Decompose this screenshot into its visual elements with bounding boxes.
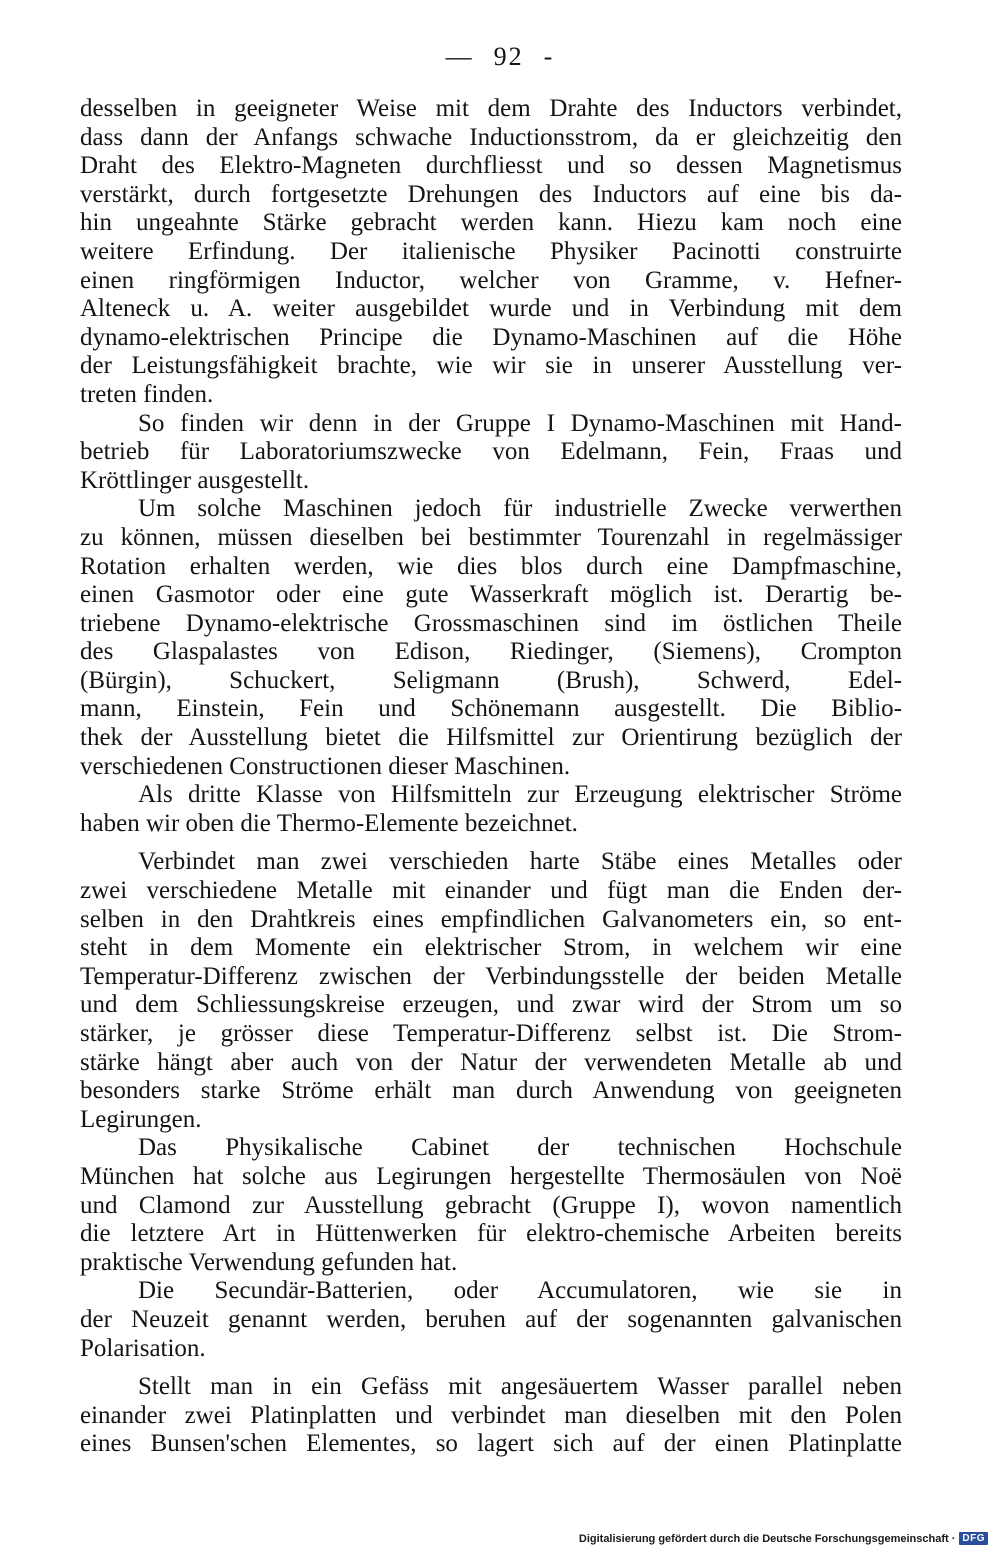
text-line: Um solche Maschinen jedoch für industrielle Zwecke verwerthen: [138, 495, 902, 523]
text-line: Kröttlinger ausgestellt.: [80, 466, 310, 494]
page-number: [0, 42, 1000, 72]
text-line: mann, Einstein, Fein und Schönemann ausgestellt. Die Biblio-: [80, 695, 902, 723]
text-line: dynamo-elektrischen Principe die Dynamo-Maschinen auf die Höhe: [80, 323, 902, 351]
paragraph-gap: [80, 838, 902, 848]
page-number-dash-left: —: [445, 42, 474, 71]
text-line: Verbindet man zwei verschieden harte Stäbe eines Metalles oder: [138, 848, 902, 876]
text-line: Temperatur-Differenz zwischen der Verbindungsstelle der beiden Metalle: [80, 962, 902, 990]
page-number-value: 92: [493, 42, 524, 71]
text-line: verstärkt, durch fortgesetzte Drehungen des Inductors auf eine bis da-: [80, 180, 902, 208]
text-line: So finden wir denn in der Gruppe I Dynamo-Maschinen mit Hand-: [138, 409, 902, 437]
text-line: München hat solche aus Legirungen hergestellte Thermosäulen von Noë: [80, 1162, 902, 1190]
text-line: selben in den Drahtkreis eines empfindlichen Galvanometers ein, so ent-: [80, 905, 902, 933]
text-line: treten finden.: [80, 380, 214, 408]
text-line: praktische Verwendung gefunden hat.: [80, 1248, 458, 1276]
text-line: zwei verschiedene Metalle mit einander und fügt man die Enden der-: [80, 877, 902, 905]
text-line: (Bürgin), Schuckert, Seligmann (Brush), Schwerd, Edel-: [80, 666, 902, 694]
text-line: triebene Dynamo-elektrische Grossmaschinen sind im östlichen Theile: [80, 609, 902, 637]
dfg-logo-icon: DFG: [959, 1532, 988, 1545]
text-line: Stellt man in ein Gefäss mit angesäuertem Wasser parallel neben: [138, 1373, 902, 1401]
text-line: und Clamond zur Ausstellung gebracht (Gruppe I), wovon namentlich: [80, 1191, 902, 1219]
text-line: Die Secundär-Batterien, oder Accumulatoren, wie sie in: [138, 1277, 902, 1305]
text-line: thek der Ausstellung bietet die Hilfsmittel zur Orientirung bezüglich der: [80, 724, 902, 752]
text-line: desselben in geeigneter Weise mit dem Drahte des Inductors verbindet,: [80, 95, 902, 122]
text-line: haben wir oben die Thermo-Elemente bezeichnet.: [80, 809, 578, 837]
text-line: einen Gasmotor oder eine gute Wasserkraft möglich ist. Derartig be-: [80, 581, 902, 609]
footer-credit: [579, 1532, 988, 1545]
text-line: Rotation erhalten werden, wie dies blos durch eine Dampfmaschine,: [80, 552, 902, 580]
text-line: des Glaspalastes von Edison, Riedinger, (Siemens), Crompton: [80, 638, 902, 666]
text-line: dass dann der Anfangs schwache Inductionsstrom, da er gleichzeitig den: [80, 123, 902, 151]
text-line: und dem Schliessungskreise erzeugen, und zwar wird der Strom um so: [80, 991, 902, 1019]
body-text: [80, 95, 902, 1459]
text-line: stärke hängt aber auch von der Natur der verwendeten Metalle ab und: [80, 1048, 902, 1076]
paragraph-gap: [80, 1363, 902, 1373]
text-line: hin ungeahnte Stärke gebracht werden kann. Hiezu kam noch eine: [80, 209, 902, 237]
text-line: Als dritte Klasse von Hilfsmitteln zur Erzeugung elektrischer Ströme: [138, 781, 902, 809]
text-line: einander zwei Platinplatten und verbindet man dieselben mit den Polen: [80, 1401, 902, 1429]
text-line: Das Physikalische Cabinet der technischen Hochschule: [138, 1134, 902, 1162]
text-line: die letztere Art in Hüttenwerken für elektro-chemische Arbeiten bereits: [80, 1220, 902, 1248]
text-line: stärker, je grösser diese Temperatur-Differenz selbst ist. Die Strom-: [80, 1020, 902, 1047]
text-line: betrieb für Laboratoriumszwecke von Edelmann, Fein, Fraas und: [80, 438, 902, 466]
text-line: der Neuzeit genannt werden, beruhen auf der sogenannten galvanischen: [80, 1305, 902, 1333]
text-line: einen ringförmigen Inductor, welcher von Gramme, v. Hefner-: [80, 266, 902, 294]
text-line: Polarisation.: [80, 1334, 206, 1362]
text-line: der Leistungsfähigkeit brachte, wie wir sie in unserer Ausstellung ver-: [80, 352, 902, 380]
text-line: weitere Erfindung. Der italienische Physiker Pacinotti construirte: [80, 237, 902, 265]
text-line: steht in dem Momente ein elektrischer Strom, in welchem wir eine: [80, 934, 902, 962]
text-line: zu können, müssen dieselben bei bestimmter Tourenzahl in regelmässiger: [80, 523, 902, 551]
text-line: Draht des Elektro-Magneten durchfliesst und so dessen Magnetismus: [80, 152, 902, 180]
text-line: Alteneck u. A. weiter ausgebildet wurde und in Verbindung mit dem: [80, 295, 902, 323]
text-line: Legirungen.: [80, 1105, 202, 1133]
footer-text: Digitalisierung gefördert durch die Deutsche Forschungsgemeinschaft ·: [578, 1532, 956, 1545]
page-number-dash-right: -: [543, 42, 555, 71]
text-line: eines Bunsen'schen Elementes, so lagert sich auf der einen Platinplatte: [80, 1430, 902, 1458]
text-line: verschiedenen Constructionen dieser Maschinen.: [80, 752, 571, 780]
text-line: besonders starke Ströme erhält man durch Anwendung von geeigneten: [80, 1077, 902, 1105]
